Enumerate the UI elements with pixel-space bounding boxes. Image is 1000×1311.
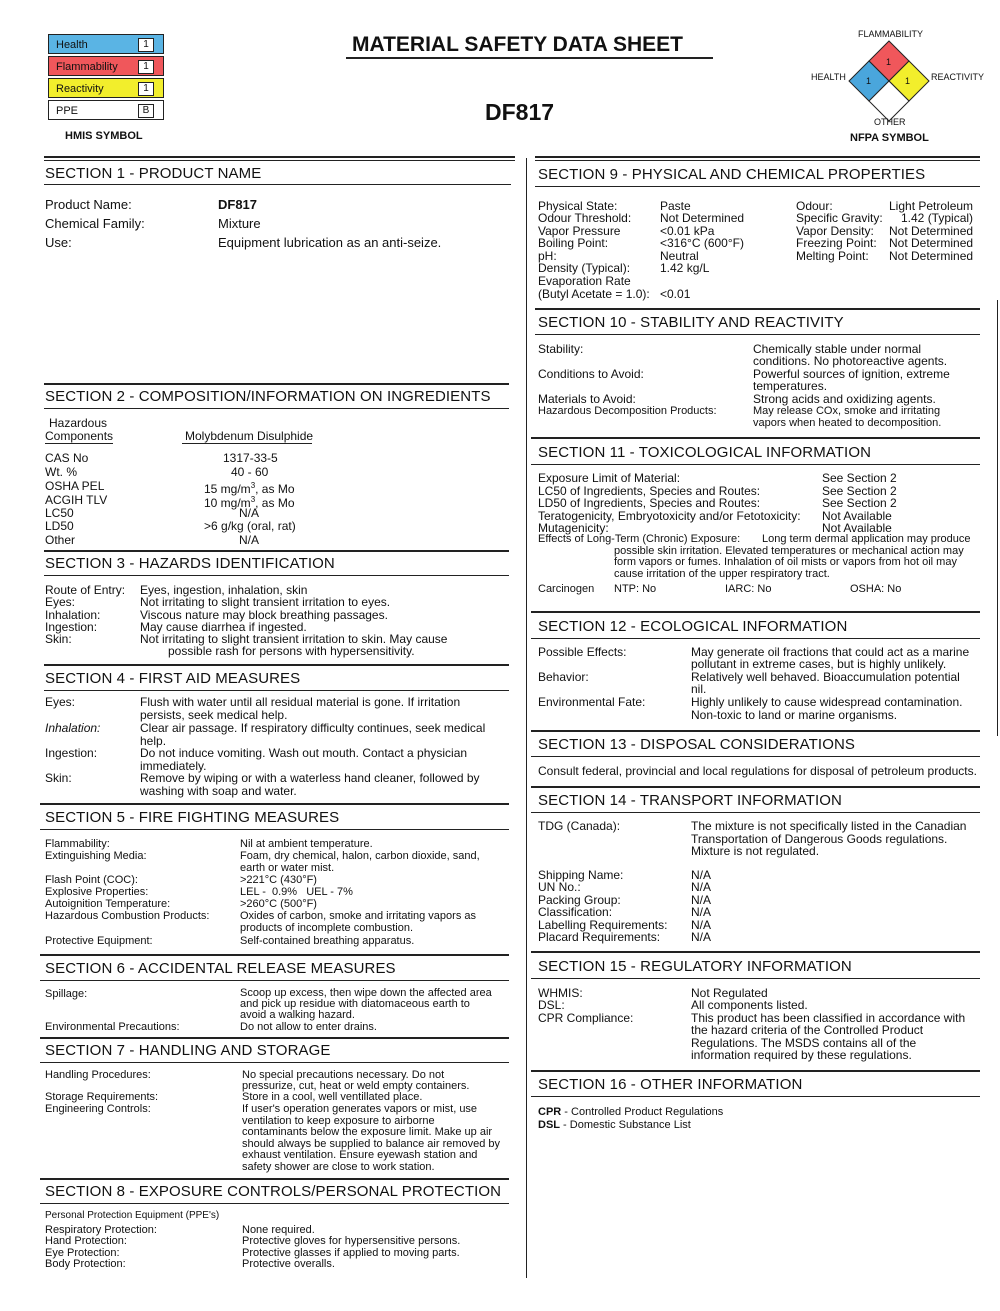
s14-value: N/A	[691, 880, 712, 894]
s5-value: Nil at ambient temperature.	[240, 838, 373, 850]
s5-key: Flammability:	[45, 838, 110, 850]
section-5-rule	[40, 829, 509, 830]
s7-engineering-line: should always be supplied to balance air removed by	[242, 1138, 501, 1150]
section-6-title: SECTION 6 - ACCIDENTAL RELEASE MEASURES	[45, 960, 396, 977]
s11-carcinogen-label: Carcinogen	[538, 583, 595, 595]
s2-acgih-sup: 3	[250, 495, 256, 504]
s3-value: Eyes, ingestion, inhalation, skin	[140, 583, 308, 597]
s2-component-underline	[182, 443, 312, 444]
s3-key: Inhalation:	[45, 608, 101, 622]
section-7-top-rule	[40, 1037, 509, 1039]
s11-chronic-line: possible skin irritation. Elevated temperatures or mechanical action may	[614, 545, 964, 557]
s1-use-key: Use:	[45, 235, 72, 250]
s9-key: Odour Threshold:	[538, 211, 632, 225]
s15-cpr-line: This product has been classified in accordance with	[691, 1011, 966, 1025]
s4-key: Inhalation:	[45, 721, 101, 735]
section-2-rule	[44, 408, 509, 409]
section-10-rule	[535, 334, 980, 335]
s10-value-cont: vapors when heated to decomposition.	[753, 417, 942, 429]
s14-tdg-line: Transportation of Dangerous Goods regulations.	[691, 832, 948, 846]
s8-key: Eye Protection:	[45, 1247, 120, 1259]
s1-use-value: Equipment lubrication as an anti-seize.	[218, 235, 442, 250]
s7-engineering-line: safety shower are close to work station.	[242, 1161, 435, 1173]
section-2-title: SECTION 2 - COMPOSITION/INFORMATION ON INGREDIENTS	[45, 388, 491, 405]
section-12-top-rule	[531, 611, 980, 613]
s2-row-key: CAS No	[45, 451, 89, 465]
right-edge-line	[997, 300, 998, 736]
s5-value: LEL - 0.9% UEL - 7%	[240, 886, 353, 898]
section-11-top-rule	[531, 437, 980, 439]
s9-value: Not Determined	[889, 249, 974, 263]
s16-row	[538, 1106, 723, 1119]
s2-row-key: LD50	[45, 519, 74, 533]
s2-header-line-1: Hazardous	[49, 416, 108, 430]
s3-key: Route of Entry:	[45, 583, 126, 597]
nfpa-health-label: HEALTH	[811, 72, 846, 82]
hmis-health-label: Health	[56, 39, 88, 51]
section-8-title: SECTION 8 - EXPOSURE CONTROLS/PERSONAL PROTECTION	[45, 1183, 502, 1200]
s11-key: Mutagenicity:	[538, 521, 609, 535]
s12-value: May generate oil fractions that could act as a marine	[691, 645, 970, 659]
right-column-top-rule	[535, 156, 980, 158]
s12-value-cont: pollutant in extreme cases, but is highly unlikely.	[691, 657, 947, 671]
s11-key: LC50 of Ingredients, Species and Routes:	[538, 484, 761, 498]
left-column-top-rule	[44, 156, 515, 158]
s6-spillage-line: and pick up residue with diatomaceous earth to	[240, 998, 470, 1010]
s2-row-value: >6 g/kg (oral, rat)	[204, 519, 296, 533]
s7-engineering-line: contaminants below the exposure limit. Make up air	[242, 1126, 493, 1138]
s7-handling-line: No special precautions necessary. Do not	[242, 1069, 445, 1081]
s8-value: None required.	[242, 1224, 315, 1236]
section-5-top-rule	[40, 803, 509, 805]
s11-ntp: NTP: No	[614, 583, 657, 595]
s2-row-value: 1317-33-5	[223, 451, 278, 465]
nfpa-other-label: OTHER	[874, 117, 906, 127]
hmis-health-row	[48, 34, 164, 54]
s16-row	[538, 1119, 691, 1132]
section-12-title: SECTION 12 - ECOLOGICAL INFORMATION	[538, 618, 848, 635]
section-1-title: SECTION 1 - PRODUCT NAME	[45, 165, 262, 182]
s12-key: Behavior:	[538, 670, 589, 684]
s9-value: Not Determined	[889, 224, 974, 238]
s2-header-line-2: Components	[45, 429, 114, 443]
section-8-rule	[40, 1203, 509, 1204]
s10-key: Materials to Avoid:	[538, 392, 636, 406]
s9-value: Paste	[660, 199, 691, 213]
s9-value: 1.42 (Typical)	[901, 211, 974, 225]
s8-key: Hand Protection:	[45, 1235, 127, 1247]
s2-acgih-value: 10 mg/m	[204, 496, 251, 510]
nfpa-diamond	[848, 40, 930, 122]
section-3-rule	[44, 575, 509, 576]
s7-storage-key: Storage Requirements:	[45, 1091, 159, 1103]
s2-osha-sup: 3	[250, 481, 256, 490]
s8-value: Protective gloves for hypersensitive persons.	[242, 1235, 461, 1247]
s10-value: Chemically stable under normal	[753, 342, 922, 356]
s10-value: Powerful sources of ignition, extreme	[753, 367, 950, 381]
section-6-top-rule	[40, 954, 509, 956]
s11-value: See Section 2	[822, 496, 897, 510]
s14-key: UN No.:	[538, 880, 581, 894]
s5-key: Autoignition Temperature:	[45, 898, 171, 910]
s15-value: Not Regulated	[691, 986, 768, 1000]
s12-value: Relatively well behaved. Bioaccumulation potential	[691, 670, 960, 684]
s4-value: Flush with water until all residual material is gone. If irritation	[140, 695, 461, 709]
section-16-title: SECTION 16 - OTHER INFORMATION	[538, 1076, 803, 1093]
s2-row-key: LC50	[45, 506, 74, 520]
s11-value: See Section 2	[822, 484, 897, 498]
s15-cpr-line: Regulations. The MSDS contains all of the	[691, 1036, 917, 1050]
section-16-top-rule	[531, 1070, 980, 1072]
s8-key: Respiratory Protection:	[45, 1224, 157, 1236]
section-9-rule	[535, 186, 980, 187]
s5-value-cont: products of incomplete combustion.	[240, 922, 414, 934]
section-14-rule	[531, 812, 980, 813]
s16-def: - Controlled Product Regulations	[561, 1106, 724, 1118]
s14-key: Packing Group:	[538, 893, 621, 907]
s4-key: Skin:	[45, 771, 72, 785]
s10-key: Stability:	[538, 342, 584, 356]
s3-key: Skin:	[45, 632, 72, 646]
s5-value: Self-contained breathing apparatus.	[240, 935, 415, 947]
s4-value: Clear air passage. If respiratory difficulty continues, seek medical	[140, 721, 486, 735]
section-4-top-rule	[44, 664, 509, 666]
section-10-title: SECTION 10 - STABILITY AND REACTIVITY	[538, 314, 844, 331]
s8-value: Protective glasses if applied to moving parts.	[242, 1247, 460, 1259]
s2-component-name: Molybdenum Disulphide	[185, 429, 314, 443]
s14-key: Labelling Requirements:	[538, 918, 668, 932]
section-6-rule	[40, 980, 509, 981]
hmis-reactivity-row	[48, 78, 164, 98]
s9-key: Physical State:	[538, 199, 618, 213]
s2-osha-tail: , as Mo	[255, 482, 295, 496]
s9-key: Melting Point:	[796, 249, 869, 263]
s4-value-cont: washing with soap and water.	[140, 784, 297, 798]
hmis-ppe-row	[48, 100, 164, 120]
section-14-top-rule	[531, 786, 980, 788]
s6-env-value: Do not allow to enter drains.	[240, 1021, 377, 1033]
section-4-title: SECTION 4 - FIRST AID MEASURES	[45, 670, 301, 687]
s9-key: Vapor Pressure	[538, 224, 621, 238]
s2-header-underline	[45, 443, 113, 444]
s14-value: N/A	[691, 930, 712, 944]
s7-storage-value: Store in a cool, well ventillated place.	[242, 1091, 423, 1103]
s9-value: Not Determined	[660, 211, 745, 225]
s10-value: May release COx, smoke and irritating	[753, 405, 941, 417]
s14-value: N/A	[691, 905, 712, 919]
s12-value-cont: nil.	[691, 682, 707, 696]
s15-cpr-key: CPR Compliance:	[538, 1011, 634, 1025]
hmis-reactivity-label: Reactivity	[56, 83, 104, 95]
section-8-top-rule	[40, 1178, 509, 1180]
s5-value: Oxides of carbon, smoke and irritating vapors as	[240, 910, 477, 922]
s16-abbr: CPR	[538, 1106, 562, 1118]
s3-key: Eyes:	[45, 595, 76, 609]
s15-cpr-line: information required by these regulations.	[691, 1048, 912, 1062]
s5-key: Hazardous Combustion Products:	[45, 910, 210, 922]
section-15-rule	[531, 978, 980, 979]
s4-value: Do not induce vomiting. Wash out mouth. Contact a physician	[140, 746, 468, 760]
nfpa-reactivity-label: REACTIVITY	[931, 72, 985, 82]
nfpa-flammability-value: 1	[886, 57, 892, 67]
s2-osha-value: 15 mg/m	[204, 482, 251, 496]
s9-key: Odour:	[796, 199, 833, 213]
s15-key: DSL:	[538, 998, 565, 1012]
s15-key: WHMIS:	[538, 986, 583, 1000]
section-15-top-rule	[531, 951, 980, 953]
s8-subtitle: Personal Protection Equipment (PPE's)	[45, 1210, 220, 1221]
s11-chronic-value: Long term dermal application may produce	[762, 533, 971, 545]
s3-value: Not irritating to slight transient irritation to eyes.	[140, 595, 391, 609]
s9-value: <0.01	[660, 287, 691, 301]
s4-key: Ingestion:	[45, 746, 98, 760]
section-5-title: SECTION 5 - FIRE FIGHTING MEASURES	[45, 809, 340, 826]
s9-value: <0.01 kPa	[660, 224, 715, 238]
s9-value: Not Determined	[889, 236, 974, 250]
s7-engineering-line: If user's operation generates vapors or mist, use	[242, 1103, 478, 1115]
s16-def: - Domestic Substance List	[560, 1119, 691, 1131]
s9-value: Light Petroleum	[889, 199, 974, 213]
s15-cpr-line: the hazard criteria of the Controlled Product	[691, 1023, 924, 1037]
s2-row-key: OSHA PEL	[45, 479, 105, 493]
s9-key: Freezing Point:	[796, 236, 877, 250]
s15-value: All components listed.	[691, 998, 808, 1012]
s3-key: Ingestion:	[45, 620, 98, 634]
s5-value: Foam, dry chemical, halon, carbon dioxide, sand,	[240, 850, 480, 862]
hmis-ppe-label: PPE	[56, 105, 79, 117]
section-3-title: SECTION 3 - HAZARDS IDENTIFICATION	[45, 555, 335, 572]
s9-key: Vapor Density:	[796, 224, 874, 238]
s8-key: Body Protection:	[45, 1258, 126, 1270]
s5-key: Protective Equipment:	[45, 935, 153, 947]
s1-chemical-family-key: Chemical Family:	[45, 216, 145, 231]
s6-spillage-line: avoid a walking hazard.	[240, 1009, 355, 1021]
s14-tdg-line: The mixture is not specifically listed in the Canadian	[691, 819, 967, 833]
hmis-flammability-value: 1	[138, 60, 154, 74]
s7-engineering-key: Engineering Controls:	[45, 1103, 151, 1115]
s12-key: Possible Effects:	[538, 645, 627, 659]
s11-key: Teratogenicity, Embryotoxicity and/or Fetotoxicity:	[538, 509, 801, 523]
nfpa-caption: NFPA SYMBOL	[850, 132, 929, 144]
s14-tdg-key: TDG (Canada):	[538, 819, 621, 833]
section-7-rule	[40, 1062, 509, 1063]
s11-value: See Section 2	[822, 471, 897, 485]
hmis-reactivity-value: 1	[138, 82, 154, 96]
section-7-title: SECTION 7 - HANDLING AND STORAGE	[45, 1042, 331, 1059]
product-code: DF817	[485, 99, 555, 125]
s10-key: Conditions to Avoid:	[538, 367, 644, 381]
s11-key: LD50 of Ingredients, Species and Routes:	[538, 496, 761, 510]
s2-row-key: Other	[45, 533, 76, 547]
nfpa-flammability-label: FLAMMABILITY	[858, 29, 924, 39]
left-column-top-rule-2	[44, 160, 515, 161]
section-14-title: SECTION 14 - TRANSPORT INFORMATION	[538, 792, 842, 809]
s11-iarc: IARC: No	[725, 583, 772, 595]
s12-value-cont: Non-toxic to land or marine organisms.	[691, 708, 898, 722]
s6-env-key: Environmental Precautions:	[45, 1021, 180, 1033]
s4-key: Eyes:	[45, 695, 76, 709]
s14-value: N/A	[691, 893, 712, 907]
s3-value: Not irritating to slight transient irritation to skin. May cause	[140, 632, 448, 646]
hmis-health-value: 1	[138, 38, 154, 52]
section-10-top-rule	[535, 308, 980, 310]
s4-value-cont: immediately.	[140, 759, 207, 773]
s13-text: Consult federal, provincial and local regulations for disposal of petroleum products.	[538, 764, 977, 778]
s7-handling-key: Handling Procedures:	[45, 1069, 151, 1081]
s3-value-cont: possible rash for persons with hypersensitivity.	[168, 644, 415, 658]
s10-value: Strong acids and oxidizing agents.	[753, 392, 936, 406]
section-3-top-rule	[44, 550, 509, 552]
s9-key: pH:	[538, 249, 557, 263]
s5-key: Extinguishing Media:	[45, 850, 147, 862]
right-column-top-rule-2	[535, 160, 980, 161]
s2-row-value: N/A	[239, 533, 260, 547]
s2-row-key: Wt. %	[45, 465, 77, 479]
s7-engineering-line: exhaust ventilation. Ensure eyewash station and	[242, 1149, 478, 1161]
s1-product-name-key: Product Name:	[45, 197, 132, 212]
section-11-title: SECTION 11 - TOXICOLOGICAL INFORMATION	[538, 444, 872, 461]
s9-key: Evaporation Rate	[538, 274, 631, 288]
s11-chronic-line: cause irritation of the upper respiratory tract.	[614, 568, 830, 580]
s12-value: Highly unlikely to cause widespread contamination.	[691, 695, 963, 709]
s6-spillage-key: Spillage:	[45, 988, 88, 1000]
s7-engineering-line: ventilation to keep exposure to airborne	[242, 1115, 435, 1127]
s9-key: Density (Typical):	[538, 261, 631, 275]
s3-value: May cause diarrhea if ingested.	[140, 620, 307, 634]
s7-handling-line: pressurize, cut, heat or weld empty containers.	[242, 1080, 470, 1092]
section-13-rule	[531, 756, 980, 757]
s1-chemical-family-value: Mixture	[218, 216, 261, 231]
section-1-rule	[44, 184, 511, 185]
s2-row-key: ACGIH TLV	[45, 493, 108, 507]
page-title: MATERIAL SAFETY DATA SHEET	[352, 33, 683, 56]
s4-value-cont: help.	[140, 734, 167, 748]
section-16-rule	[531, 1096, 980, 1097]
s14-tdg-line: Mixture is not regulated.	[691, 844, 820, 858]
s14-key: Classification:	[538, 905, 613, 919]
s6-spillage-line: Scoop up excess, then wipe down the affected area	[240, 987, 492, 999]
section-9-title: SECTION 9 - PHYSICAL AND CHEMICAL PROPERTIES	[538, 166, 926, 183]
s4-value-cont: persists, seek medical help.	[140, 708, 288, 722]
s5-key: Flash Point (COC):	[45, 874, 138, 886]
hmis-ppe-value: B	[138, 104, 154, 118]
s9-key: Boiling Point:	[538, 236, 609, 250]
s10-value-cont: temperatures.	[753, 379, 828, 393]
s11-osha: OSHA: No	[850, 583, 902, 595]
s1-product-name-value: DF817	[218, 197, 258, 212]
s9-key: (Butyl Acetate = 1.0):	[538, 287, 650, 301]
s14-key: Shipping Name:	[538, 868, 624, 882]
section-12-rule	[531, 638, 980, 639]
s11-chronic-line: form vapors or fumes. Inhalation of oil mists or vapors from hot oil may	[614, 556, 957, 568]
section-15-title: SECTION 15 - REGULATORY INFORMATION	[538, 958, 852, 975]
s9-value: 1.42 kg/L	[660, 261, 710, 275]
s16-abbr: DSL	[538, 1119, 560, 1131]
s3-value: Viscous nature may block breathing passages.	[140, 608, 388, 622]
s14-value: N/A	[691, 918, 712, 932]
hmis-flammability-row	[48, 56, 164, 76]
s8-value: Protective overalls.	[242, 1258, 335, 1270]
s9-value: Neutral	[660, 249, 699, 263]
s11-key: Exposure Limit of Material:	[538, 471, 681, 485]
nfpa-reactivity-value: 1	[905, 76, 911, 86]
section-13-title: SECTION 13 - DISPOSAL CONSIDERATIONS	[538, 736, 855, 753]
s2-acgih-tail: , as Mo	[255, 496, 295, 510]
section-4-rule	[44, 690, 509, 691]
s12-key: Environmental Fate:	[538, 695, 646, 709]
s2-row-value: N/A	[239, 506, 260, 520]
s11-value: Not Available	[822, 521, 892, 535]
s14-key: Placard Requirements:	[538, 930, 661, 944]
hmis-flammability-label: Flammability	[56, 61, 118, 73]
section-2-top-rule	[44, 383, 509, 385]
s14-value: N/A	[691, 868, 712, 882]
s11-chronic-key: Effects of Long-Term (Chronic) Exposure:	[538, 533, 741, 545]
s5-value: >260°C (500°F)	[240, 898, 317, 910]
s9-value: <316°C (600°F)	[660, 236, 744, 250]
s5-key: Explosive Properties:	[45, 886, 149, 898]
s4-value: Remove by wiping or with a waterless hand cleaner, followed by	[140, 771, 480, 785]
section-11-rule	[531, 464, 980, 465]
s10-key: Hazardous Decomposition Products:	[538, 405, 717, 417]
s5-value: >221°C (430°F)	[240, 874, 317, 886]
title-underline	[346, 57, 713, 59]
column-divider	[526, 158, 527, 1278]
s9-key: Specific Gravity:	[796, 211, 883, 225]
nfpa-health-value: 1	[866, 76, 872, 86]
hmis-caption: HMIS SYMBOL	[65, 130, 143, 142]
s11-value: Not Available	[822, 509, 892, 523]
s10-value-cont: conditions. No photoreactive agents.	[753, 354, 948, 368]
s2-row-value: 40 - 60	[231, 465, 269, 479]
s5-value-cont: earth or water mist.	[240, 862, 335, 874]
section-13-top-rule	[531, 730, 980, 732]
